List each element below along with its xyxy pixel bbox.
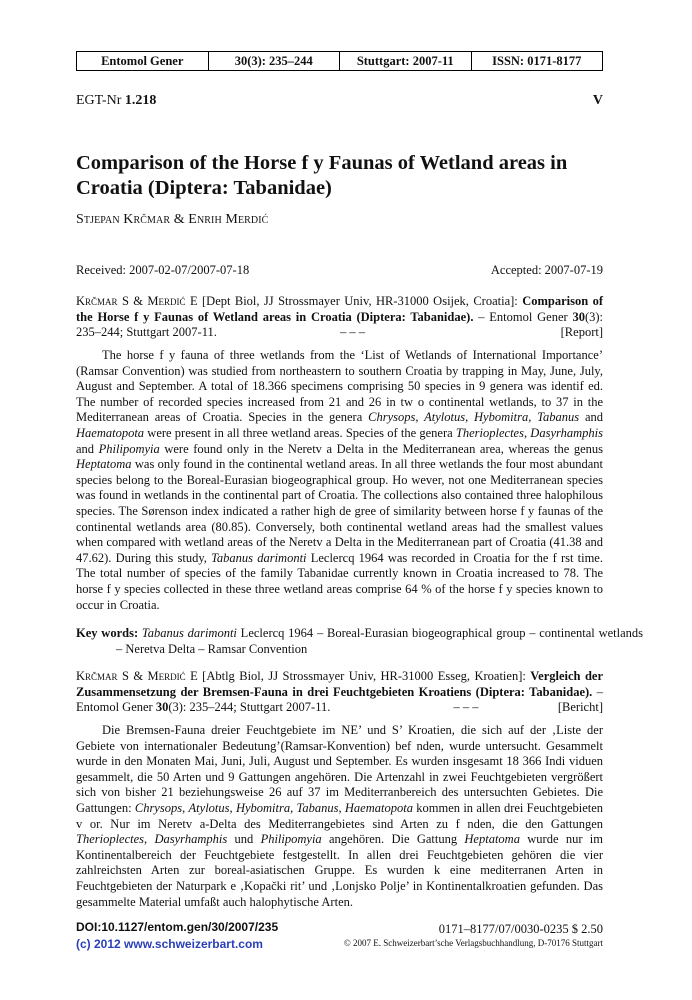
egt-number bbox=[76, 93, 156, 109]
keywords bbox=[76, 626, 643, 657]
abstract-text: was only found in the continental wetland areas. In all three wetlands the four most abundant species belong to the Boreal-Eurasian biogeographical group. Ho wever, not one Mediterranean species was found in wetlands in the continental part of Croatia. The collections also contained three halophilous species. The Sørenson index indicated a rather high de gree of similarity between horse f y faunas of the continental wetlands area (80.85). Conversely, both continental wetland areas had the smallest values when compared with wetland areas of the Neretv a Delta in the Mediterranean part of Croatia (41.38 and 47.62). During this study, bbox=[76, 457, 603, 565]
abstract-text: and bbox=[76, 441, 99, 456]
abstract-text: , bbox=[144, 832, 155, 847]
ref-source: – Entomol Gener bbox=[473, 309, 573, 324]
egt-value: 1.218 bbox=[124, 93, 157, 108]
abstract-text: and bbox=[579, 410, 603, 425]
ref-type: [Report] bbox=[560, 325, 603, 340]
ref-pages: (3): 235–244; Stuttgart 2007-11. bbox=[76, 309, 603, 340]
genus-name: Philipomyia bbox=[98, 441, 160, 456]
ref-title: Comparison of the Horse f y Faunas of Wetland areas in Croatia (Diptera: Tabanidae). bbox=[76, 294, 603, 324]
ref-type: [Bericht] bbox=[557, 700, 603, 715]
genus-name: Atylotus bbox=[188, 800, 230, 815]
ref-dashes: – – – bbox=[339, 325, 365, 340]
abstract-text: angehören. Die Gattung bbox=[321, 832, 465, 847]
ref-authors: Krčmar S & Merdić E bbox=[76, 294, 198, 308]
abstract-english bbox=[76, 348, 603, 613]
ref-affiliation: [Abtlg Biol, JJ Strossmayer Univ, HR-31000 Esseg, Kroatien]: bbox=[197, 669, 531, 683]
genus-name: Haematopota bbox=[344, 800, 413, 815]
ref-pages: (3): 235–244; Stuttgart 2007-11. bbox=[168, 700, 331, 715]
doi-link[interactable]: DOI:10.1127/entom.gen/30/2007/235 bbox=[76, 920, 279, 934]
genus-name: Therioplectes bbox=[76, 832, 145, 847]
header-journal: Entomol Gener bbox=[77, 52, 209, 70]
ref-affiliation: [Dept Biol, JJ Strossmayer Univ, HR-31000 Osijek, Croatia]: bbox=[197, 294, 523, 308]
abstract-text: und bbox=[227, 832, 261, 847]
keywords-label: Key words: bbox=[76, 626, 139, 640]
ref-source: – Entomol Gener bbox=[76, 684, 603, 715]
keywords-rest: Leclercq 1964 – Boreal-Eurasian biogeographical group – continental wetlands – Neretva Delta – Ramsar Convention bbox=[116, 626, 643, 656]
roman-marker: V bbox=[592, 93, 603, 108]
genus-name: Heptatoma bbox=[76, 457, 132, 472]
abstract-text: , bbox=[229, 800, 236, 815]
ref-title: Vergleich der Zusammensetzung der Bremsen-Fauna in drei Feuchtgebieten Kroatiens (Diptera: Tabanidae). bbox=[76, 669, 603, 699]
species-name: Tabanus darimonti bbox=[211, 550, 307, 565]
genus-name: Dasyrhamphis bbox=[154, 832, 228, 847]
paper-title: Comparison of the Horse f y Faunas of Wetland areas in Croatia (Diptera: Tabanidae) bbox=[76, 152, 568, 199]
header-issn: ISSN: 0171-8177 bbox=[492, 53, 582, 68]
publisher-copyright: © 2007 E. Schweizerbart’sche Verlagsbuchhandlung, D-70176 Stuttgart bbox=[343, 938, 603, 948]
abstract-text: wurde nur im Kontinentalbereich der Feuchtgebiete festgestellt. In allen drei Feuchtgebieten gehören die vier zahlreichsten Arten zur boreal-asiatischen Gruppe. Es wurden k eine mediterranen Arten in Feuchtgebieten der Naturpark e ‚Kopački rit’ und ‚Lonjsko Polje’ in Kontinentalkroatien gefunden. Das gesammelte Material umfaßt auch halophytische Arten. bbox=[76, 832, 603, 909]
header-place-date: Stuttgart: 2007-11 bbox=[340, 52, 472, 70]
genus-name: Chrysops bbox=[134, 800, 183, 815]
abstract-text: Die Bremsen-Fauna dreier Feuchtgebiete im NE’ und S’ Kroatien, die sich auf der ‚Liste der Gebiete von internationaler Bedeutung’(Ramsar-Konvention) bef nden, wurde untersucht. Gesammelt wurde in den Monaten Mai, Juni, Juli, August und September. Es wurden insgesamt 18 366 Indi viduen gesammelt, die 50 Arten und 9 Gattungen angehören. Die Artenzahl in zwei Feuchtgebieten vergrößert sich von bisher 21 beziehungsweise 26 auf 37 im Mediterranbereich des untersuchten Gebietes. Die Gattungen: bbox=[76, 723, 603, 815]
ref-dashes: – – – bbox=[453, 700, 479, 715]
keyword-species: Tabanus darimonti bbox=[141, 626, 237, 640]
egt-prefix: EGT-Nr bbox=[76, 93, 125, 108]
journal-header-box bbox=[76, 51, 603, 71]
genus-name: Heptatoma bbox=[464, 832, 520, 847]
abstract-text: , bbox=[290, 800, 297, 815]
received-date: Received: 2007-02-07/2007-07-18 bbox=[76, 263, 250, 277]
ref-volume: 30 bbox=[572, 309, 585, 324]
abstract-text: , bbox=[338, 800, 345, 815]
genus-name: Therioplectes, Dasyrhamphis bbox=[455, 425, 603, 440]
paper-authors: Stjepan Krčmar & Enrih Merdić bbox=[76, 212, 269, 227]
accepted-date: Accepted: 2007-07-19 bbox=[490, 263, 603, 277]
abstract-german bbox=[76, 723, 603, 910]
abstract-text: were found only in the Neretv a Delta in the Mediterranean area, whereas the genus bbox=[159, 441, 603, 456]
abstract-text: were present in all three wetland areas. Species of the genera bbox=[144, 425, 456, 440]
genus-name: Tabanus bbox=[296, 800, 339, 815]
ref-authors: Krčmar S & Merdić E bbox=[76, 669, 198, 683]
header-volume: 30(3): 235–244 bbox=[209, 52, 341, 70]
abstract-text: The horse f y fauna of three wetlands from the ‘List of Wetlands of International Importance’ (Ramsar Convention) was studied from northeastern to southern Croatia by trapping in May, June, July, August and September. A total of 18.366 specimens comprising 50 species in 9 genera was identif ed. The number of recorded species increased from 21 and 26 in tw o continental wetlands, to 37 in the Mediterranean areas of Croatia. Species in the genera bbox=[76, 348, 603, 425]
ref-volume: 30 bbox=[155, 700, 169, 715]
abstract-text: kommen in allen drei Feuchtgebieten v or. Nur im Neretv a-Delta des Mediterrangebietes sind Arten zu f nden, die den Gattungen bbox=[76, 800, 604, 831]
reference-english bbox=[76, 294, 603, 341]
genus-name: Haematopota bbox=[76, 425, 145, 440]
issn-price: 0171–8177/07/0030-0235 $ 2.50 bbox=[438, 922, 603, 936]
genus-name: Hybomitra bbox=[235, 800, 291, 815]
genus-name: Chrysops, Atylotus, Hybomitra, Tabanus bbox=[368, 410, 580, 425]
publisher-site-link[interactable]: (c) 2012 www.schweizerbart.com bbox=[76, 937, 263, 951]
abstract-text: Leclercq 1964 was recorded in Croatia for the f rst time. The total number of species of the family Tabanidae currently known in Croatia increased to 78. The horse f y species collected in these three wetland areas comprise 64 % of the horse f y species known to occur in Croatia. bbox=[76, 550, 603, 612]
genus-name: Philipomyia bbox=[260, 832, 322, 847]
reference-german bbox=[76, 669, 603, 716]
abstract-text: , bbox=[182, 800, 189, 815]
